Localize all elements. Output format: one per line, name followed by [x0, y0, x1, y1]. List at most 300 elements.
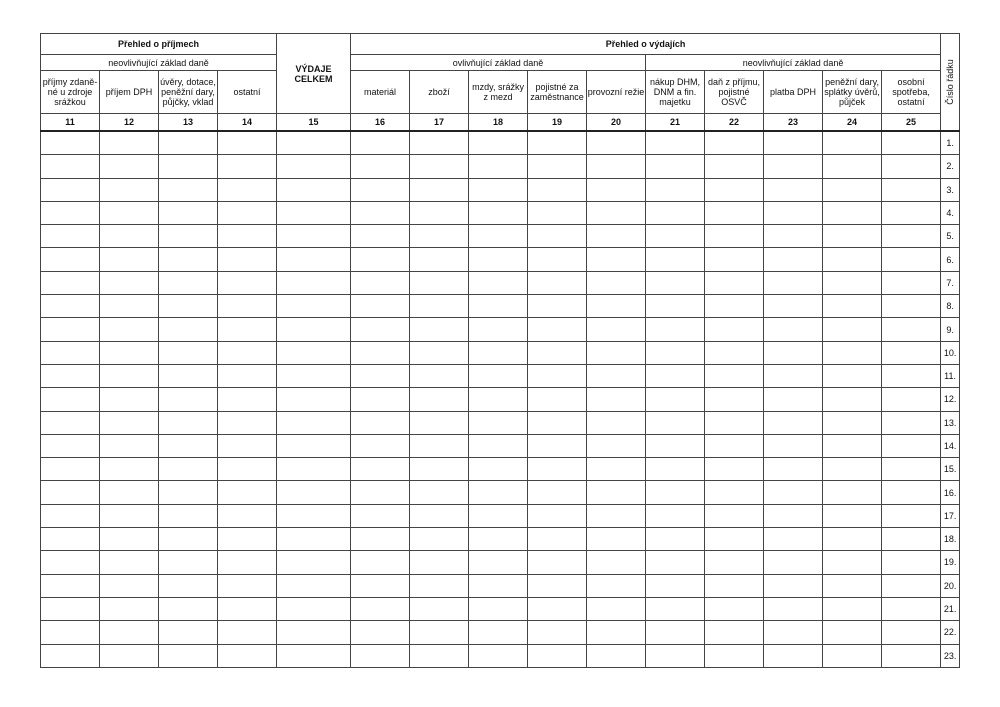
entry-cell[interactable]: [823, 225, 882, 248]
entry-cell[interactable]: [528, 528, 587, 551]
entry-cell[interactable]: [100, 504, 159, 527]
entry-cell[interactable]: [410, 364, 469, 387]
entry-cell[interactable]: [159, 248, 218, 271]
entry-cell[interactable]: [159, 597, 218, 620]
entry-cell[interactable]: [410, 201, 469, 224]
entry-cell[interactable]: [764, 528, 823, 551]
entry-cell[interactable]: [705, 295, 764, 318]
entry-cell[interactable]: [410, 295, 469, 318]
entry-cell[interactable]: [823, 481, 882, 504]
entry-cell[interactable]: [277, 131, 351, 155]
entry-cell[interactable]: [823, 341, 882, 364]
entry-cell[interactable]: [159, 318, 218, 341]
entry-cell[interactable]: [882, 178, 941, 201]
entry-cell[interactable]: [41, 621, 100, 644]
entry-cell[interactable]: [410, 551, 469, 574]
entry-cell[interactable]: [587, 155, 646, 178]
entry-cell[interactable]: [646, 318, 705, 341]
entry-cell[interactable]: [882, 551, 941, 574]
entry-cell[interactable]: [218, 155, 277, 178]
entry-cell[interactable]: [218, 574, 277, 597]
entry-cell[interactable]: [705, 248, 764, 271]
entry-cell[interactable]: [41, 271, 100, 294]
entry-cell[interactable]: [100, 597, 159, 620]
entry-cell[interactable]: [469, 341, 528, 364]
entry-cell[interactable]: [705, 621, 764, 644]
entry-cell[interactable]: [410, 225, 469, 248]
entry-cell[interactable]: [764, 621, 823, 644]
entry-cell[interactable]: [218, 364, 277, 387]
entry-cell[interactable]: [587, 318, 646, 341]
entry-cell[interactable]: [882, 597, 941, 620]
entry-cell[interactable]: [882, 318, 941, 341]
entry-cell[interactable]: [41, 318, 100, 341]
entry-cell[interactable]: [705, 644, 764, 667]
entry-cell[interactable]: [882, 131, 941, 155]
entry-cell[interactable]: [646, 388, 705, 411]
entry-cell[interactable]: [100, 178, 159, 201]
entry-cell[interactable]: [410, 271, 469, 294]
entry-cell[interactable]: [764, 155, 823, 178]
entry-cell[interactable]: [646, 225, 705, 248]
entry-cell[interactable]: [41, 597, 100, 620]
entry-cell[interactable]: [351, 434, 410, 457]
entry-cell[interactable]: [410, 318, 469, 341]
entry-cell[interactable]: [159, 271, 218, 294]
entry-cell[interactable]: [823, 458, 882, 481]
entry-cell[interactable]: [646, 178, 705, 201]
entry-cell[interactable]: [882, 388, 941, 411]
entry-cell[interactable]: [351, 295, 410, 318]
entry-cell[interactable]: [410, 341, 469, 364]
entry-cell[interactable]: [41, 434, 100, 457]
entry-cell[interactable]: [218, 178, 277, 201]
entry-cell[interactable]: [100, 574, 159, 597]
entry-cell[interactable]: [351, 341, 410, 364]
entry-cell[interactable]: [882, 621, 941, 644]
entry-cell[interactable]: [410, 178, 469, 201]
entry-cell[interactable]: [159, 341, 218, 364]
entry-cell[interactable]: [218, 504, 277, 527]
entry-cell[interactable]: [823, 644, 882, 667]
entry-cell[interactable]: [646, 341, 705, 364]
entry-cell[interactable]: [823, 504, 882, 527]
entry-cell[interactable]: [469, 528, 528, 551]
entry-cell[interactable]: [528, 248, 587, 271]
entry-cell[interactable]: [41, 644, 100, 667]
entry-cell[interactable]: [469, 597, 528, 620]
entry-cell[interactable]: [705, 434, 764, 457]
entry-cell[interactable]: [100, 551, 159, 574]
entry-cell[interactable]: [159, 551, 218, 574]
entry-cell[interactable]: [882, 341, 941, 364]
entry-cell[interactable]: [100, 458, 159, 481]
entry-cell[interactable]: [410, 248, 469, 271]
entry-cell[interactable]: [823, 434, 882, 457]
entry-cell[interactable]: [528, 131, 587, 155]
entry-cell[interactable]: [587, 644, 646, 667]
entry-cell[interactable]: [351, 574, 410, 597]
entry-cell[interactable]: [277, 458, 351, 481]
entry-cell[interactable]: [882, 481, 941, 504]
entry-cell[interactable]: [41, 295, 100, 318]
entry-cell[interactable]: [528, 434, 587, 457]
entry-cell[interactable]: [351, 178, 410, 201]
entry-cell[interactable]: [587, 411, 646, 434]
entry-cell[interactable]: [100, 318, 159, 341]
entry-cell[interactable]: [41, 458, 100, 481]
entry-cell[interactable]: [587, 551, 646, 574]
entry-cell[interactable]: [646, 551, 705, 574]
entry-cell[interactable]: [764, 458, 823, 481]
entry-cell[interactable]: [587, 574, 646, 597]
entry-cell[interactable]: [764, 434, 823, 457]
entry-cell[interactable]: [587, 434, 646, 457]
entry-cell[interactable]: [764, 318, 823, 341]
entry-cell[interactable]: [587, 201, 646, 224]
entry-cell[interactable]: [100, 155, 159, 178]
entry-cell[interactable]: [100, 411, 159, 434]
entry-cell[interactable]: [218, 528, 277, 551]
entry-cell[interactable]: [528, 458, 587, 481]
entry-cell[interactable]: [646, 458, 705, 481]
entry-cell[interactable]: [823, 411, 882, 434]
entry-cell[interactable]: [882, 201, 941, 224]
entry-cell[interactable]: [351, 621, 410, 644]
entry-cell[interactable]: [882, 155, 941, 178]
entry-cell[interactable]: [646, 271, 705, 294]
entry-cell[interactable]: [41, 574, 100, 597]
entry-cell[interactable]: [705, 341, 764, 364]
entry-cell[interactable]: [646, 295, 705, 318]
entry-cell[interactable]: [410, 621, 469, 644]
entry-cell[interactable]: [410, 644, 469, 667]
entry-cell[interactable]: [528, 481, 587, 504]
entry-cell[interactable]: [646, 621, 705, 644]
entry-cell[interactable]: [646, 434, 705, 457]
entry-cell[interactable]: [159, 225, 218, 248]
entry-cell[interactable]: [277, 597, 351, 620]
entry-cell[interactable]: [705, 504, 764, 527]
entry-cell[interactable]: [705, 225, 764, 248]
entry-cell[interactable]: [646, 528, 705, 551]
entry-cell[interactable]: [159, 528, 218, 551]
entry-cell[interactable]: [646, 481, 705, 504]
entry-cell[interactable]: [159, 411, 218, 434]
entry-cell[interactable]: [277, 411, 351, 434]
entry-cell[interactable]: [277, 574, 351, 597]
entry-cell[interactable]: [351, 201, 410, 224]
entry-cell[interactable]: [823, 318, 882, 341]
entry-cell[interactable]: [351, 271, 410, 294]
entry-cell[interactable]: [764, 131, 823, 155]
entry-cell[interactable]: [159, 201, 218, 224]
entry-cell[interactable]: [528, 574, 587, 597]
entry-cell[interactable]: [764, 248, 823, 271]
entry-cell[interactable]: [469, 131, 528, 155]
entry-cell[interactable]: [705, 131, 764, 155]
entry-cell[interactable]: [469, 295, 528, 318]
entry-cell[interactable]: [277, 295, 351, 318]
entry-cell[interactable]: [469, 411, 528, 434]
entry-cell[interactable]: [159, 364, 218, 387]
entry-cell[interactable]: [528, 364, 587, 387]
entry-cell[interactable]: [823, 574, 882, 597]
entry-cell[interactable]: [469, 271, 528, 294]
entry-cell[interactable]: [823, 388, 882, 411]
entry-cell[interactable]: [587, 295, 646, 318]
entry-cell[interactable]: [41, 528, 100, 551]
entry-cell[interactable]: [218, 621, 277, 644]
entry-cell[interactable]: [882, 364, 941, 387]
entry-cell[interactable]: [823, 155, 882, 178]
entry-cell[interactable]: [410, 131, 469, 155]
entry-cell[interactable]: [277, 201, 351, 224]
entry-cell[interactable]: [410, 528, 469, 551]
entry-cell[interactable]: [41, 178, 100, 201]
entry-cell[interactable]: [469, 481, 528, 504]
entry-cell[interactable]: [351, 644, 410, 667]
entry-cell[interactable]: [159, 388, 218, 411]
entry-cell[interactable]: [277, 248, 351, 271]
entry-cell[interactable]: [100, 295, 159, 318]
entry-cell[interactable]: [823, 528, 882, 551]
entry-cell[interactable]: [159, 131, 218, 155]
entry-cell[interactable]: [218, 131, 277, 155]
entry-cell[interactable]: [351, 411, 410, 434]
entry-cell[interactable]: [587, 225, 646, 248]
entry-cell[interactable]: [823, 248, 882, 271]
entry-cell[interactable]: [705, 271, 764, 294]
entry-cell[interactable]: [646, 504, 705, 527]
entry-cell[interactable]: [41, 341, 100, 364]
entry-cell[interactable]: [218, 341, 277, 364]
entry-cell[interactable]: [587, 458, 646, 481]
entry-cell[interactable]: [705, 597, 764, 620]
entry-cell[interactable]: [41, 481, 100, 504]
entry-cell[interactable]: [882, 271, 941, 294]
entry-cell[interactable]: [882, 528, 941, 551]
entry-cell[interactable]: [646, 597, 705, 620]
entry-cell[interactable]: [218, 481, 277, 504]
entry-cell[interactable]: [41, 388, 100, 411]
entry-cell[interactable]: [882, 411, 941, 434]
entry-cell[interactable]: [100, 364, 159, 387]
entry-cell[interactable]: [764, 341, 823, 364]
entry-cell[interactable]: [528, 411, 587, 434]
entry-cell[interactable]: [41, 225, 100, 248]
entry-cell[interactable]: [277, 318, 351, 341]
entry-cell[interactable]: [218, 201, 277, 224]
entry-cell[interactable]: [764, 364, 823, 387]
entry-cell[interactable]: [764, 225, 823, 248]
entry-cell[interactable]: [218, 295, 277, 318]
entry-cell[interactable]: [469, 225, 528, 248]
entry-cell[interactable]: [587, 341, 646, 364]
entry-cell[interactable]: [410, 411, 469, 434]
entry-cell[interactable]: [41, 131, 100, 155]
entry-cell[interactable]: [528, 271, 587, 294]
entry-cell[interactable]: [882, 574, 941, 597]
entry-cell[interactable]: [587, 388, 646, 411]
entry-cell[interactable]: [218, 597, 277, 620]
entry-cell[interactable]: [41, 551, 100, 574]
entry-cell[interactable]: [469, 388, 528, 411]
entry-cell[interactable]: [469, 248, 528, 271]
entry-cell[interactable]: [100, 271, 159, 294]
entry-cell[interactable]: [351, 248, 410, 271]
entry-cell[interactable]: [705, 551, 764, 574]
entry-cell[interactable]: [218, 271, 277, 294]
entry-cell[interactable]: [646, 155, 705, 178]
entry-cell[interactable]: [277, 528, 351, 551]
entry-cell[interactable]: [100, 481, 159, 504]
entry-cell[interactable]: [587, 178, 646, 201]
entry-cell[interactable]: [528, 551, 587, 574]
entry-cell[interactable]: [587, 364, 646, 387]
entry-cell[interactable]: [277, 271, 351, 294]
entry-cell[interactable]: [159, 504, 218, 527]
entry-cell[interactable]: [587, 504, 646, 527]
entry-cell[interactable]: [159, 574, 218, 597]
entry-cell[interactable]: [351, 388, 410, 411]
entry-cell[interactable]: [823, 597, 882, 620]
entry-cell[interactable]: [159, 644, 218, 667]
entry-cell[interactable]: [528, 318, 587, 341]
entry-cell[interactable]: [528, 597, 587, 620]
entry-cell[interactable]: [410, 481, 469, 504]
entry-cell[interactable]: [528, 178, 587, 201]
entry-cell[interactable]: [218, 458, 277, 481]
entry-cell[interactable]: [100, 248, 159, 271]
entry-cell[interactable]: [705, 574, 764, 597]
entry-cell[interactable]: [823, 271, 882, 294]
entry-cell[interactable]: [410, 574, 469, 597]
entry-cell[interactable]: [41, 248, 100, 271]
entry-cell[interactable]: [646, 201, 705, 224]
entry-cell[interactable]: [41, 155, 100, 178]
entry-cell[interactable]: [528, 155, 587, 178]
entry-cell[interactable]: [587, 528, 646, 551]
entry-cell[interactable]: [528, 644, 587, 667]
entry-cell[interactable]: [277, 551, 351, 574]
entry-cell[interactable]: [277, 481, 351, 504]
entry-cell[interactable]: [705, 388, 764, 411]
entry-cell[interactable]: [764, 295, 823, 318]
entry-cell[interactable]: [218, 411, 277, 434]
entry-cell[interactable]: [705, 481, 764, 504]
entry-cell[interactable]: [882, 225, 941, 248]
entry-cell[interactable]: [646, 411, 705, 434]
entry-cell[interactable]: [100, 528, 159, 551]
entry-cell[interactable]: [351, 597, 410, 620]
entry-cell[interactable]: [100, 434, 159, 457]
entry-cell[interactable]: [100, 621, 159, 644]
entry-cell[interactable]: [646, 364, 705, 387]
entry-cell[interactable]: [882, 248, 941, 271]
entry-cell[interactable]: [277, 364, 351, 387]
entry-cell[interactable]: [351, 458, 410, 481]
entry-cell[interactable]: [705, 528, 764, 551]
entry-cell[interactable]: [764, 411, 823, 434]
entry-cell[interactable]: [823, 201, 882, 224]
entry-cell[interactable]: [469, 458, 528, 481]
entry-cell[interactable]: [218, 225, 277, 248]
entry-cell[interactable]: [705, 458, 764, 481]
entry-cell[interactable]: [469, 201, 528, 224]
entry-cell[interactable]: [764, 504, 823, 527]
entry-cell[interactable]: [528, 621, 587, 644]
entry-cell[interactable]: [351, 364, 410, 387]
entry-cell[interactable]: [469, 155, 528, 178]
entry-cell[interactable]: [705, 201, 764, 224]
entry-cell[interactable]: [469, 178, 528, 201]
entry-cell[interactable]: [764, 271, 823, 294]
entry-cell[interactable]: [882, 458, 941, 481]
entry-cell[interactable]: [823, 295, 882, 318]
entry-cell[interactable]: [410, 597, 469, 620]
entry-cell[interactable]: [218, 434, 277, 457]
entry-cell[interactable]: [882, 644, 941, 667]
entry-cell[interactable]: [469, 574, 528, 597]
entry-cell[interactable]: [41, 411, 100, 434]
entry-cell[interactable]: [882, 434, 941, 457]
entry-cell[interactable]: [528, 295, 587, 318]
entry-cell[interactable]: [528, 225, 587, 248]
entry-cell[interactable]: [469, 551, 528, 574]
entry-cell[interactable]: [159, 295, 218, 318]
entry-cell[interactable]: [469, 644, 528, 667]
entry-cell[interactable]: [764, 388, 823, 411]
entry-cell[interactable]: [764, 481, 823, 504]
entry-cell[interactable]: [705, 155, 764, 178]
entry-cell[interactable]: [528, 341, 587, 364]
entry-cell[interactable]: [764, 178, 823, 201]
entry-cell[interactable]: [587, 271, 646, 294]
entry-cell[interactable]: [823, 364, 882, 387]
entry-cell[interactable]: [528, 504, 587, 527]
entry-cell[interactable]: [159, 434, 218, 457]
entry-cell[interactable]: [41, 364, 100, 387]
entry-cell[interactable]: [100, 388, 159, 411]
entry-cell[interactable]: [705, 178, 764, 201]
entry-cell[interactable]: [469, 621, 528, 644]
entry-cell[interactable]: [100, 341, 159, 364]
entry-cell[interactable]: [410, 434, 469, 457]
entry-cell[interactable]: [351, 155, 410, 178]
entry-cell[interactable]: [159, 621, 218, 644]
entry-cell[interactable]: [646, 644, 705, 667]
entry-cell[interactable]: [351, 131, 410, 155]
entry-cell[interactable]: [764, 644, 823, 667]
entry-cell[interactable]: [277, 388, 351, 411]
entry-cell[interactable]: [764, 201, 823, 224]
entry-cell[interactable]: [100, 131, 159, 155]
entry-cell[interactable]: [351, 551, 410, 574]
entry-cell[interactable]: [351, 481, 410, 504]
entry-cell[interactable]: [351, 225, 410, 248]
entry-cell[interactable]: [410, 388, 469, 411]
entry-cell[interactable]: [823, 131, 882, 155]
entry-cell[interactable]: [764, 551, 823, 574]
entry-cell[interactable]: [528, 388, 587, 411]
entry-cell[interactable]: [277, 225, 351, 248]
entry-cell[interactable]: [100, 644, 159, 667]
entry-cell[interactable]: [469, 434, 528, 457]
entry-cell[interactable]: [218, 388, 277, 411]
entry-cell[interactable]: [218, 248, 277, 271]
entry-cell[interactable]: [646, 131, 705, 155]
